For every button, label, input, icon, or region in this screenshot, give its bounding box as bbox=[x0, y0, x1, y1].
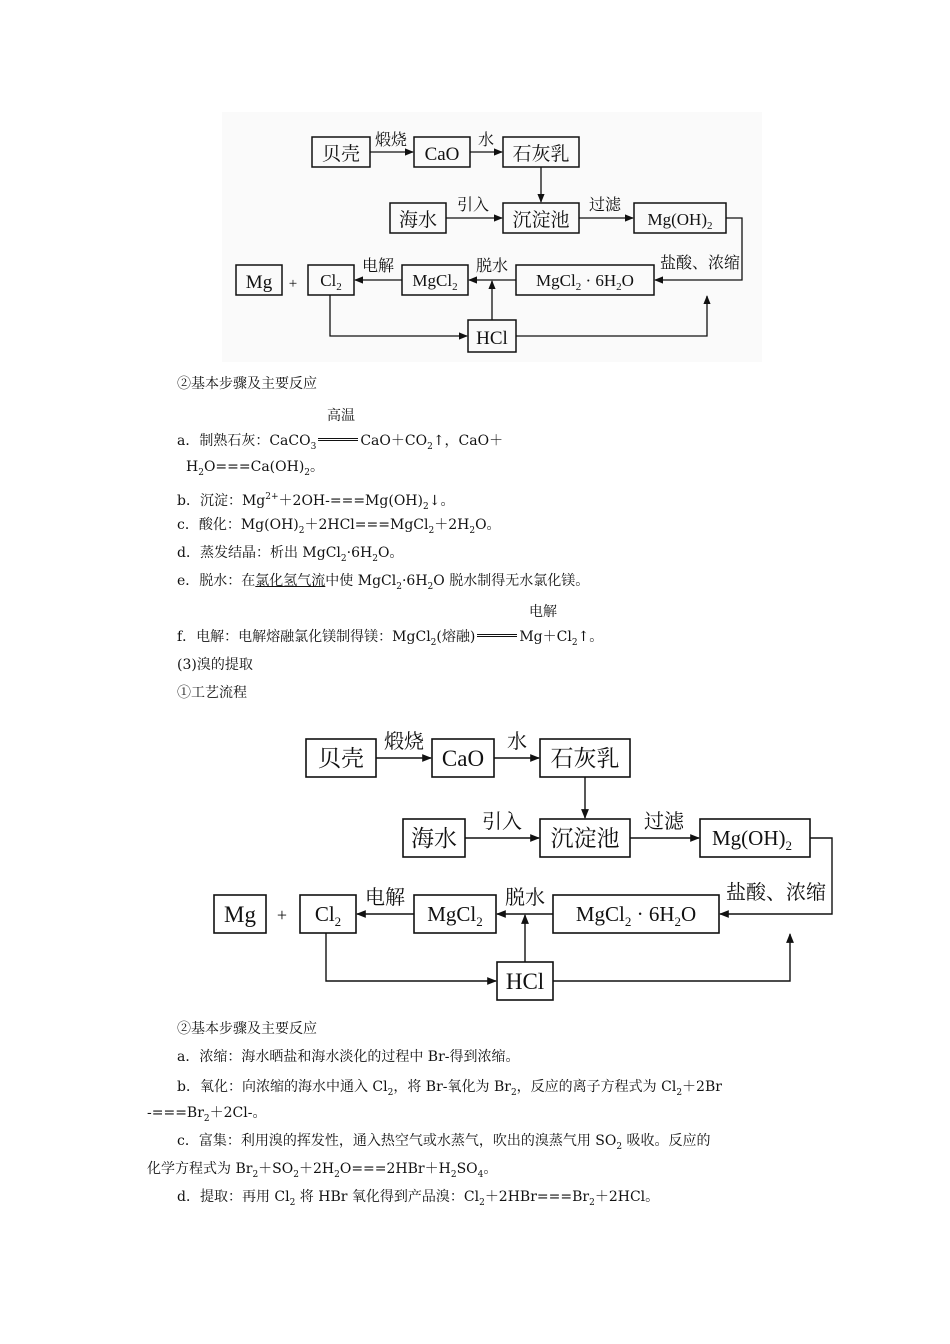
label2-filter: 过滤 bbox=[644, 811, 684, 833]
br-step-d: d．提取：再用 $Cl_2$ 将 HBr 氧化得到产品溴：$Cl_2+2HBr===Br_2+2HCl$。 bbox=[177, 1189, 660, 1208]
label-hcl-concentrate: 盐酸、浓缩 bbox=[659, 255, 741, 272]
step-b: b．沉淀：$Mg^{2+}+2OH-===Mg(OH)_2↓$。 bbox=[177, 492, 455, 512]
label-mg: Mg bbox=[245, 272, 273, 293]
label2-water: 水 bbox=[507, 731, 527, 753]
label2-calcine: 煅烧 bbox=[384, 731, 424, 753]
label-hcl: HCl bbox=[476, 328, 508, 349]
label-filter: 过滤 bbox=[588, 197, 622, 214]
label2-hcl: HCl bbox=[505, 969, 545, 994]
heading-process: ①工艺流程 bbox=[177, 685, 247, 701]
label-calcine: 煅烧 bbox=[374, 132, 408, 149]
heading-basic-steps-2: ②基本步骤及主要反应 bbox=[177, 1021, 317, 1037]
condition-electrolysis: 电解 bbox=[529, 604, 557, 620]
formula2-hydrate: MgCl$_2$ · $6H_2O$ bbox=[575, 902, 697, 929]
br-step-b-cont: $-===Br_2+2Cl-$。 bbox=[147, 1105, 267, 1124]
step-c: c．酸化：$Mg(OH)_2+2HCl===MgCl_2+2H_2O$。 bbox=[177, 517, 501, 536]
label-lime-milk: 石灰乳 bbox=[512, 144, 570, 165]
arrow2-hcl-hydrate bbox=[553, 934, 790, 981]
br-step-a: a．浓缩：海水晒盐和海水淡化的过程中 Br-得到浓缩。 bbox=[177, 1049, 520, 1065]
label-seawater: 海水 bbox=[398, 210, 438, 231]
label2-plus: + bbox=[276, 905, 288, 925]
condition-high-temp: 高温 bbox=[327, 408, 355, 424]
label2-mg: Mg bbox=[224, 902, 256, 927]
label-cao: CaO bbox=[424, 144, 460, 165]
formula-hydrate: MgCl$_2$ · $6H_2O$ bbox=[536, 271, 634, 293]
label2-dehydrate: 脱水 bbox=[505, 887, 545, 909]
label-plus: + bbox=[288, 276, 298, 292]
step-a: a．制熟石灰：CaCO$_3$ $CaO+CO_2↑$，CaO＋ bbox=[177, 433, 504, 452]
label2-electrolysis: 电解 bbox=[365, 887, 405, 909]
step-e: e．脱水：在氯化氢气流中使 $MgCl_2\cdot 6H_2O$ 脱水制得无水氯化镁。 bbox=[177, 573, 590, 592]
formula2-cl2: $Cl_2$ bbox=[314, 902, 342, 929]
label2-hcl-concentrate: 盐酸、浓缩 bbox=[726, 882, 826, 904]
br-step-c: c．富集：利用溴的挥发性，通入热空气或水蒸气，吹出的溴蒸气用 $SO_2$ 吸收。反应的 bbox=[177, 1133, 711, 1152]
formula-cl2: $Cl_2$ bbox=[320, 271, 342, 293]
label2-introduce: 引入 bbox=[482, 811, 522, 833]
heading-bromine: (3)溴的提取 bbox=[177, 657, 253, 673]
step-a-cont: $H_2O===Ca(OH)_2$。 bbox=[186, 459, 325, 478]
label-water: 水 bbox=[477, 132, 495, 149]
label2-seawater: 海水 bbox=[411, 826, 457, 851]
heading-basic-steps-1: ②基本步骤及主要反应 bbox=[177, 376, 317, 392]
label2-shell: 贝壳 bbox=[318, 746, 364, 771]
formula-mgcl2: MgCl$_2$ bbox=[412, 271, 458, 293]
step-d: d．蒸发结晶：析出 $MgCl_2\cdot 6H_2O$。 bbox=[177, 545, 404, 564]
formula2-mgcl2: MgCl$_2$ bbox=[427, 902, 483, 929]
label-shell: 贝壳 bbox=[321, 144, 361, 165]
br-step-c-cont: 化学方程式为 $Br_2+SO_2+2H_2O===2HBr+H_2SO_4$。 bbox=[147, 1161, 498, 1180]
label2-cao: CaO bbox=[441, 746, 485, 771]
label2-lime-milk: 石灰乳 bbox=[550, 746, 620, 771]
label-electrolysis: 电解 bbox=[361, 258, 395, 275]
label-sediment-tank: 沉淀池 bbox=[512, 210, 570, 231]
formula-mgoh2: $Mg(OH)_2$ bbox=[647, 210, 713, 232]
formula2-mgoh2: $Mg(OH)_2$ bbox=[712, 826, 792, 853]
label-dehydrate: 脱水 bbox=[475, 258, 509, 275]
label2-sediment-tank: 沉淀池 bbox=[550, 826, 620, 851]
step-f: f．电解：电解熔融氯化镁制得镁：MgCl$_2$(熔融) $Mg+Cl_2↑$。 bbox=[177, 629, 604, 648]
label-introduce: 引入 bbox=[456, 197, 490, 214]
arrow2-cl2-hcl bbox=[326, 933, 496, 981]
br-step-b: b．氧化：向浓缩的海水中通入 $Cl_2$，将 Br-氧化为 $Br_2$，反应的离子方程式为 $Cl_2+2Br$ bbox=[177, 1079, 722, 1098]
